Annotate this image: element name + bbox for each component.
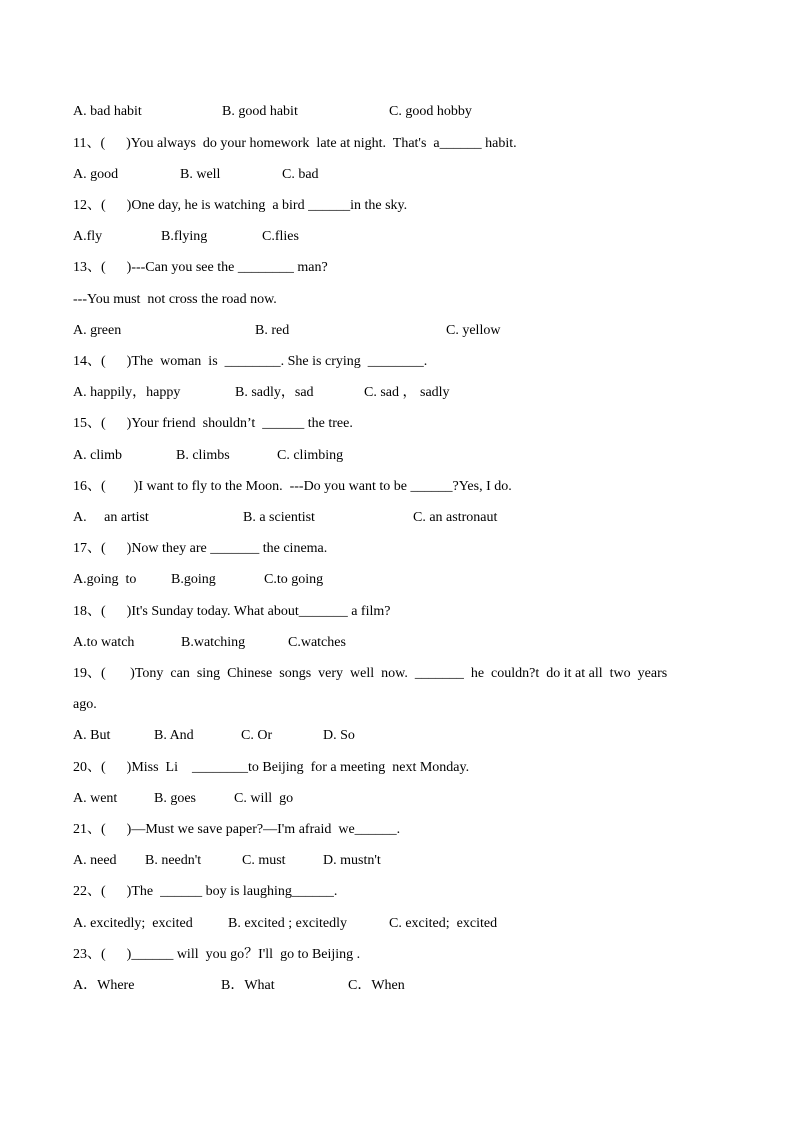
option-b: B. goes [154, 791, 196, 806]
q16-options [73, 509, 498, 527]
option-b: B.going [171, 572, 216, 587]
option-a: A. an artist [73, 510, 149, 525]
option-d: D. mustn't [323, 853, 381, 868]
option-c: C. yellow [446, 323, 501, 338]
q15-stem: 15、( )Your friend shouldn’t ______ the tree. [73, 416, 353, 431]
q18-stem: 18、( )It's Sunday today. What about_______ a film? [73, 604, 391, 619]
option-a: A.to watch [73, 635, 135, 650]
option-c: C. will go [234, 791, 294, 806]
option-b: B.watching [181, 635, 246, 650]
q13-stem-continued: ---You must not cross the road now. [73, 292, 277, 307]
option-d: D. So [323, 728, 355, 743]
q11-options [73, 166, 319, 184]
option-b: B. needn't [145, 853, 202, 868]
q12-stem: 12、( )One day, he is watching a bird ______in the sky. [73, 198, 408, 213]
q12-options [73, 228, 299, 246]
q22-options [73, 915, 498, 933]
option-a: A. excitedly; excited [73, 916, 193, 931]
option-b: B．What [221, 978, 275, 993]
option-a: A. green [73, 323, 122, 338]
option-b: B. well [180, 167, 221, 182]
option-b: B. And [154, 728, 194, 743]
option-b: B. excited ; excitedly [228, 916, 347, 931]
option-c: C. bad [282, 167, 319, 182]
option-a: A．Where [73, 978, 135, 993]
option-c: C.flies [262, 229, 299, 244]
option-a: A. happily，happy [73, 385, 181, 400]
q11-stem: 11、( )You always do your homework late at night. That's a______ habit. [73, 136, 517, 151]
q17-options [73, 571, 324, 589]
option-c: C. an astronaut [413, 510, 498, 525]
q16-stem: 16、( )I want to fly to the Moon. ---Do you want to be ______?Yes, I do. [73, 479, 512, 494]
q10-options [73, 103, 472, 121]
q19-stem: 19、( )Tony can sing Chinese songs very well now. _______ he couldn?t do it at all two years [73, 666, 668, 681]
option-c: C. climbing [277, 448, 344, 463]
q20-options [73, 790, 294, 808]
q19-stem-continued: ago. [73, 697, 97, 712]
option-a: A. climb [73, 448, 122, 463]
option-b: B. a scientist [243, 510, 315, 525]
q22-stem: 22、( )The ______ boy is laughing______. [73, 884, 338, 899]
option-c: C. excited; excited [389, 916, 498, 931]
q14-options [73, 384, 450, 402]
option-a: A. need [73, 853, 117, 868]
option-b: B. red [255, 323, 290, 338]
q21-options [73, 852, 381, 870]
option-c: C. Or [241, 728, 273, 743]
option-c: C. good hobby [389, 104, 472, 119]
option-b: B. good habit [222, 104, 298, 119]
q14-stem: 14、( )The woman is ________. She is crying ________. [73, 354, 428, 369]
q13-stem: 13、( )---Can you see the ________ man? [73, 260, 328, 275]
q13-options [73, 322, 501, 340]
q20-stem: 20、( )Miss Li ________to Beijing for a meeting next Monday. [73, 760, 470, 775]
q23-stem: 23、( )______ will you go？I'll go to Beijing . [73, 947, 361, 962]
q23-options [73, 977, 405, 995]
option-b: B. climbs [176, 448, 230, 463]
option-b: B. sadly，sad [235, 385, 314, 400]
q19-options [73, 727, 355, 745]
option-b: B.flying [161, 229, 208, 244]
q17-stem: 17、( )Now they are _______ the cinema. [73, 541, 328, 556]
option-c: C. sad ， sadly [364, 385, 450, 400]
q21-stem: 21、( )—Must we save paper?—I'm afraid we______. [73, 822, 401, 837]
option-c: C.watches [288, 635, 346, 650]
option-a: A. went [73, 791, 118, 806]
option-a: A. good [73, 167, 119, 182]
option-c: C. must [242, 853, 286, 868]
option-a: A. bad habit [73, 104, 142, 119]
option-a: A.going to [73, 572, 137, 587]
q18-options [73, 634, 346, 652]
option-c: C.to going [264, 572, 324, 587]
option-a: A.fly [73, 229, 103, 244]
option-a: A. But [73, 728, 111, 743]
q15-options [73, 447, 344, 465]
option-c: C．When [348, 978, 405, 993]
